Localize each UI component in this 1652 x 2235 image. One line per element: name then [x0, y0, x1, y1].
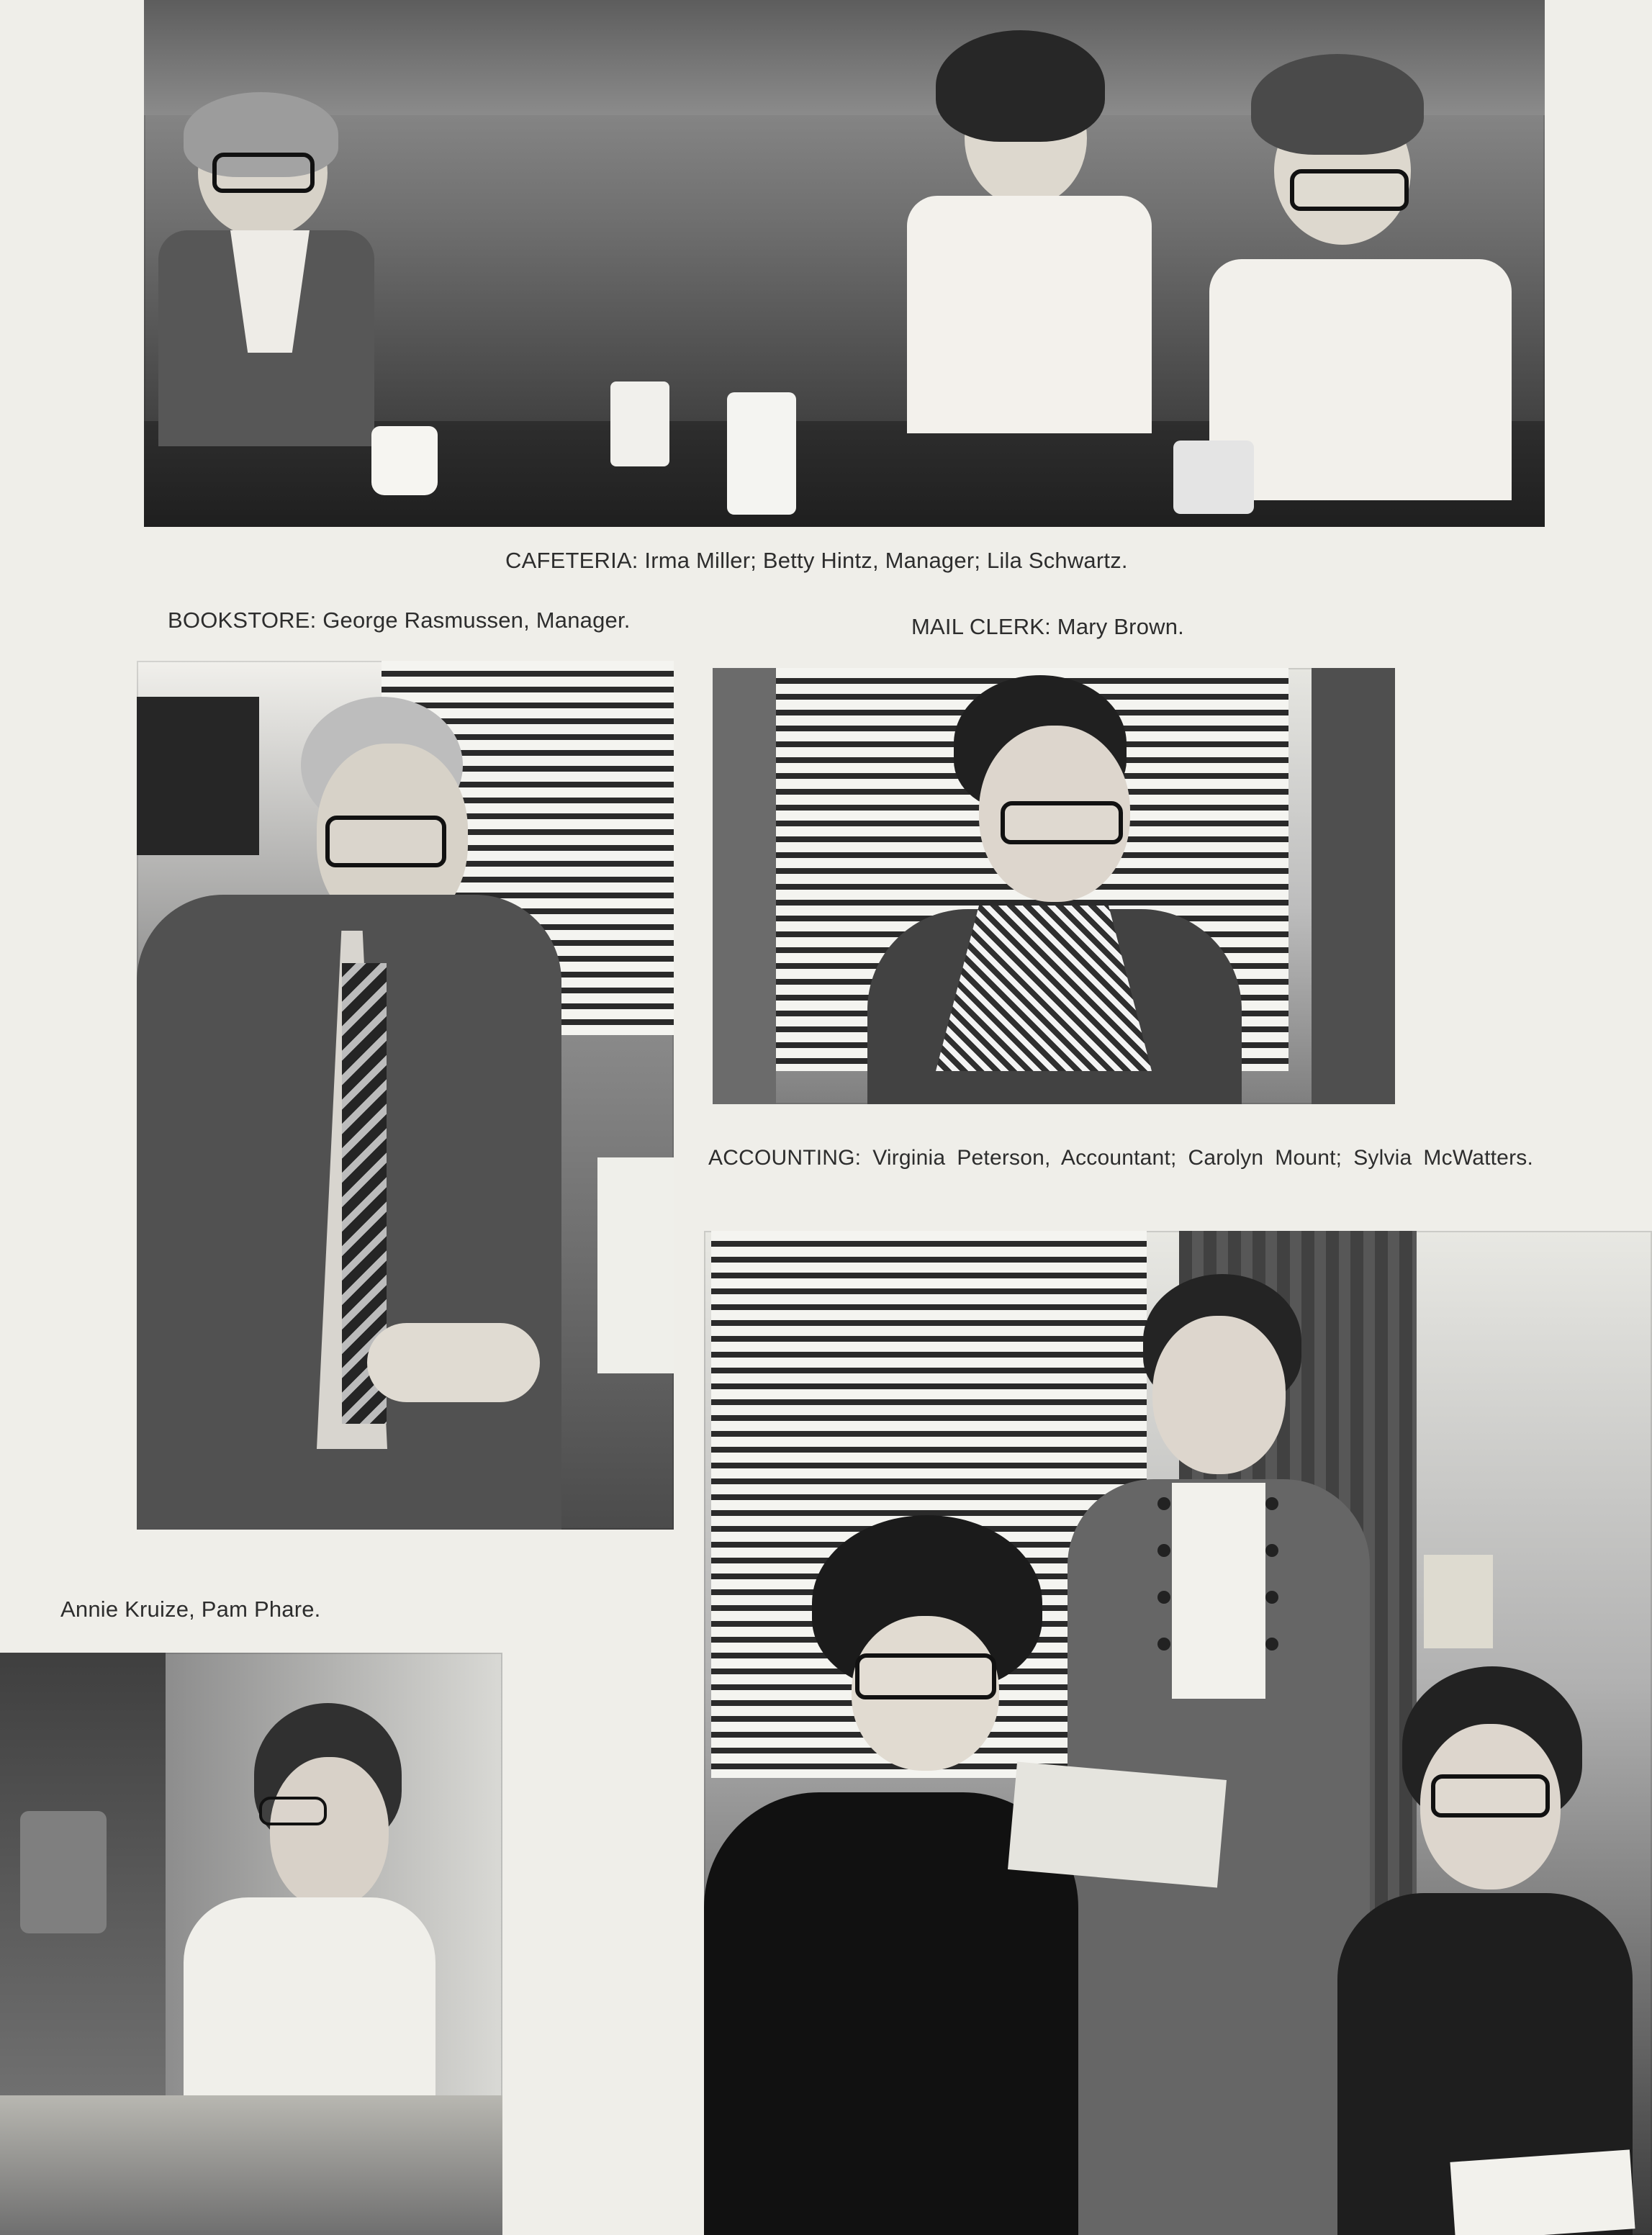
- mail-clerk-glasses: [1001, 801, 1123, 844]
- annie-lamp-shade: [20, 1811, 107, 1933]
- accounting-caption: ACCOUNTING: Virginia Peterson, Accountant; Carolyn Mount; Sylvia McWatters.: [708, 1146, 1533, 1170]
- mail-clerk-photo: [713, 668, 1395, 1104]
- cafeteria-left-glasses: [212, 153, 315, 193]
- bookstore-man: [137, 690, 561, 1530]
- annie-photo: [0, 1653, 502, 2235]
- cafeteria-person-middle: [875, 30, 1177, 433]
- accounting-photo: [704, 1231, 1652, 2235]
- mug-right: [1173, 441, 1254, 514]
- bookstore-paper-stack: [597, 1157, 674, 1373]
- accounting-person-right: [1316, 1666, 1652, 2235]
- bookstore-photo: [137, 661, 674, 1530]
- mail-clerk-left-shelf: [713, 668, 776, 1104]
- cafeteria-caption: CAFETERIA: Irma Miller; Betty Hintz, Manager; Lila Schwartz.: [505, 548, 1128, 573]
- annie-caption: Annie Kruize, Pam Phare.: [60, 1597, 321, 1622]
- accounting-paper-held: [1008, 1762, 1227, 1888]
- cafeteria-person-right: [1166, 54, 1526, 500]
- accounting-person-left: [704, 1515, 1078, 2235]
- cafeteria-person-left: [144, 108, 439, 446]
- bookstore-man-glasses: [325, 816, 446, 867]
- sugar-dispenser: [727, 392, 796, 515]
- mail-clerk-caption: MAIL CLERK: Mary Brown.: [911, 614, 1184, 639]
- accounting-right-glasses: [1431, 1774, 1550, 1818]
- cafeteria-photo: [144, 0, 1545, 527]
- coffee-cup-left: [371, 426, 438, 495]
- accounting-left-glasses: [855, 1653, 996, 1699]
- glass-center: [610, 381, 669, 466]
- annie-glasses: [259, 1797, 327, 1825]
- accounting-wall-sign: [1424, 1555, 1493, 1648]
- mail-clerk-person: [799, 675, 1303, 1104]
- bookstore-caption: BOOKSTORE: George Rasmussen, Manager.: [168, 608, 631, 633]
- cafeteria-right-glasses: [1290, 169, 1409, 211]
- annie-desk: [0, 2095, 502, 2235]
- mail-clerk-right-panel: [1312, 668, 1395, 1104]
